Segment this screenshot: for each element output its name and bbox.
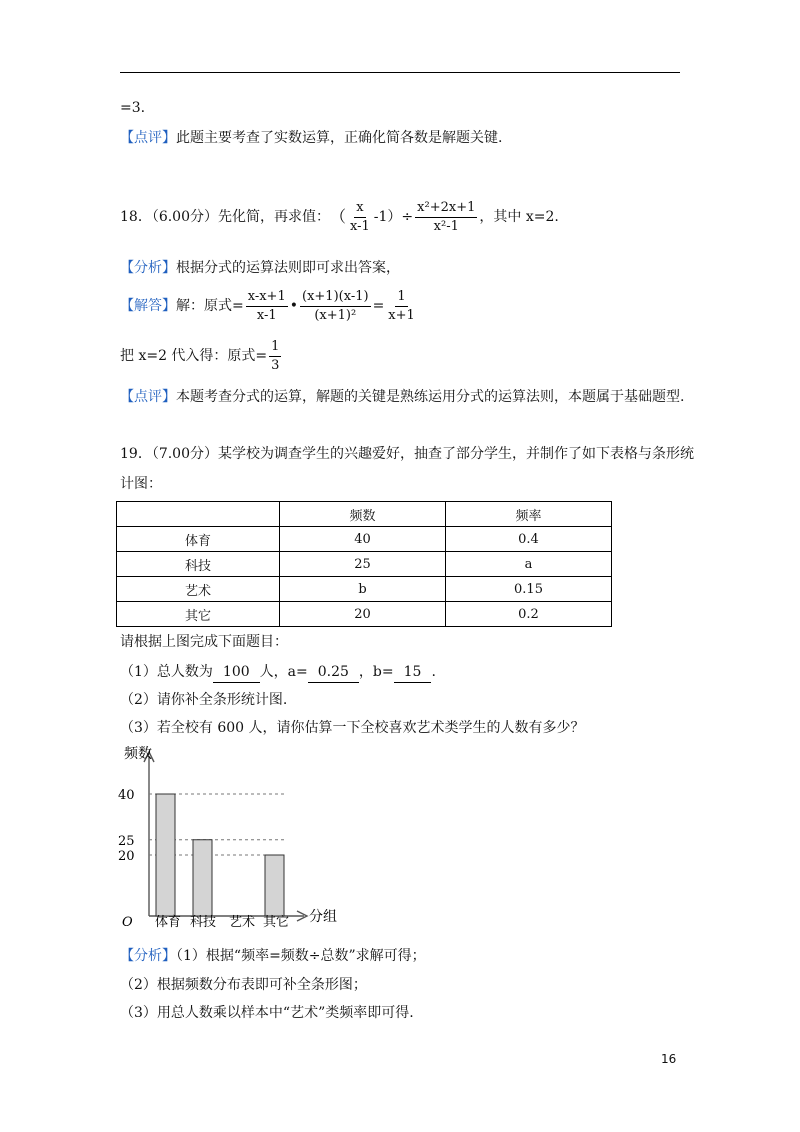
x-axis-label: 分组 (309, 909, 337, 925)
x-tick-label: 体育 (154, 915, 182, 930)
q18-fraction-1: $\frac{x}{x-1}$ (350, 199, 370, 234)
answer-total: 100 (213, 662, 260, 683)
analysis-18: 【分析】根据分式的运算法则即可求出答案， (120, 260, 400, 276)
comment-17 (120, 128, 502, 148)
table-row: 科技 25 a (117, 552, 612, 577)
page-number: 16 (661, 1052, 677, 1066)
previous-answer-end: =3. (120, 100, 146, 116)
q19-line-2: 计图： (120, 476, 162, 492)
solution-fraction-2: $\frac{(x+1)(x-1)}{\text{(x+1)²}}$ (302, 288, 369, 323)
analysis-19-line-2: （2）根据频数分布表即可补全条形图； (120, 977, 367, 993)
comment-text: 此题主要考查了实数运算，正确化简各数是解题关键. (176, 130, 503, 146)
y-tick-label: 20 (118, 849, 135, 864)
header-rule (120, 72, 680, 73)
y-axis-label: 频数 (124, 746, 152, 762)
q18-head: 18．（6.00分）先化简，再求值： (120, 209, 330, 225)
solution-fraction-1: $\frac{x-x+1}{x-1}$ (247, 288, 286, 323)
x-tick-label: 科技 (189, 915, 217, 930)
comment-18: 【点评】本题考查分式的运算，解题的关键是熟练运用分式的运算法则，本题属于基础题型. (120, 389, 685, 405)
q19-line-1: 19．（7.00分）某学校为调查学生的兴趣爱好，抽查了部分学生，并制作了如下表格与条形统 (120, 446, 694, 462)
q18-fraction-2: $\frac{\text{x²+2x+1}}{\text{x²-1}}$ (417, 199, 476, 234)
result-fraction: $\frac{1}{3}$ (271, 338, 280, 373)
bar-chart (114, 744, 354, 934)
table-row: 艺术 b 0.15 (117, 577, 612, 602)
prompt-19: 请根据上图完成下面题目： (120, 634, 288, 650)
x-tick-label: 艺术 (228, 915, 256, 930)
question-18: 18．（6.00分）先化简，再求值： （ $\frac{x}{x-1}$ -1）÷ $\frac{\text{x²+2x+1}}{\text{x²-1}}$ ，其中 x=2. (120, 195, 559, 239)
sub-question-2: （2）请你补全条形统计图. (120, 692, 288, 708)
x-tick-label: 其它 (262, 915, 290, 930)
comment-tag: 【点评】 (120, 130, 176, 146)
q18-tail: ，其中 x=2. (479, 209, 559, 225)
analysis-19: 【分析】（1）根据“频率=频数÷总数”求解可得； (120, 948, 426, 964)
sub-question-3: （3）若全校有 600 人，请你估算一下全校喜欢艺术类学生的人数有多少？ (120, 720, 585, 736)
table-row: 其它 20 0.2 (117, 602, 612, 627)
table-row: 体育 40 0.4 (117, 527, 612, 552)
solution-18: 【解答】 解：原式= $\frac{x-x+1}{x-1}$ • $\frac{(x+1)(x-1)}{\text{(x+1)²}}$ = $\frac{1}{x+1}$ (120, 288, 415, 323)
answer-b: 15 (394, 662, 432, 683)
y-tick-label: 40 (118, 788, 135, 803)
frequency-table (116, 501, 612, 627)
solution-fraction-3: $\frac{1}{x+1}$ (388, 288, 415, 323)
origin-label: O (122, 915, 133, 930)
answer-a: 0.25 (308, 662, 359, 683)
bar-1 (193, 840, 212, 916)
table-header-row: 频数 频率 (117, 502, 612, 527)
substitute-18: 把 x=2 代入得：原式= $\frac{1}{3}$ (120, 338, 280, 373)
y-tick-label: 25 (118, 833, 135, 849)
analysis-19-line-3: （3）用总人数乘以样本中“艺术”类频率即可得. (120, 1005, 414, 1021)
bar-3 (265, 855, 284, 916)
sub-question-1: （1）总人数为 100 人，a= 0.25 ，b= 15 . (120, 662, 436, 683)
bar-0 (156, 794, 175, 916)
